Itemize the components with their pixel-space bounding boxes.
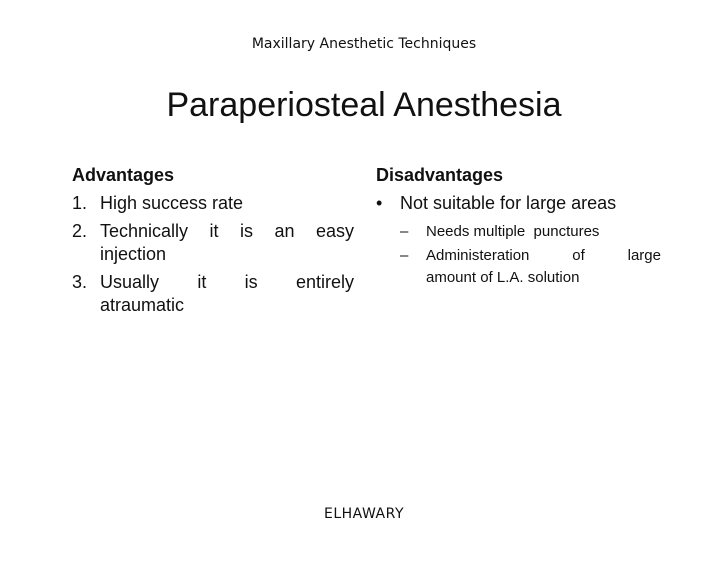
advantage-number: 1. — [72, 193, 88, 213]
advantage-text: Technically it is an easy — [100, 221, 354, 241]
subitem-text: Administeration of large — [426, 247, 661, 264]
subitem-text: Needs multiple punctures — [426, 223, 600, 240]
advantage-text: Usually it is entirely — [100, 272, 354, 292]
advantage-text-continued: injection — [100, 244, 167, 264]
disadvantages-column — [376, 164, 661, 291]
dash-marker: – — [400, 247, 409, 264]
disadvantage-subitem — [400, 221, 661, 243]
advantages-column — [72, 164, 354, 322]
disadvantage-text: Not suitable for large areas — [400, 193, 617, 213]
subitem-text-continued: amount of L.A. solution — [426, 269, 580, 286]
disadvantage-subitem — [400, 245, 661, 289]
slide-footer-author: ELHAWARY — [323, 506, 405, 522]
advantage-item — [72, 220, 354, 266]
dash-marker: – — [400, 223, 409, 240]
disadvantages-heading: Disadvantages — [376, 165, 504, 185]
advantage-word: Technically — [100, 221, 189, 241]
bullet-marker: • — [376, 193, 383, 213]
advantage-text: High success rate — [100, 193, 244, 213]
advantages-heading: Advantages — [72, 165, 175, 185]
slide-subtitle: Maxillary Anesthetic Techniques — [251, 36, 477, 52]
advantage-text-continued: atraumatic — [100, 295, 185, 315]
slide-title: Paraperiosteal Anesthesia — [166, 86, 562, 124]
advantage-item — [72, 271, 354, 317]
advantage-number: 2. — [72, 221, 88, 241]
advantage-number: 3. — [72, 272, 88, 292]
disadvantage-bullet — [376, 192, 661, 215]
advantage-item — [72, 192, 354, 215]
